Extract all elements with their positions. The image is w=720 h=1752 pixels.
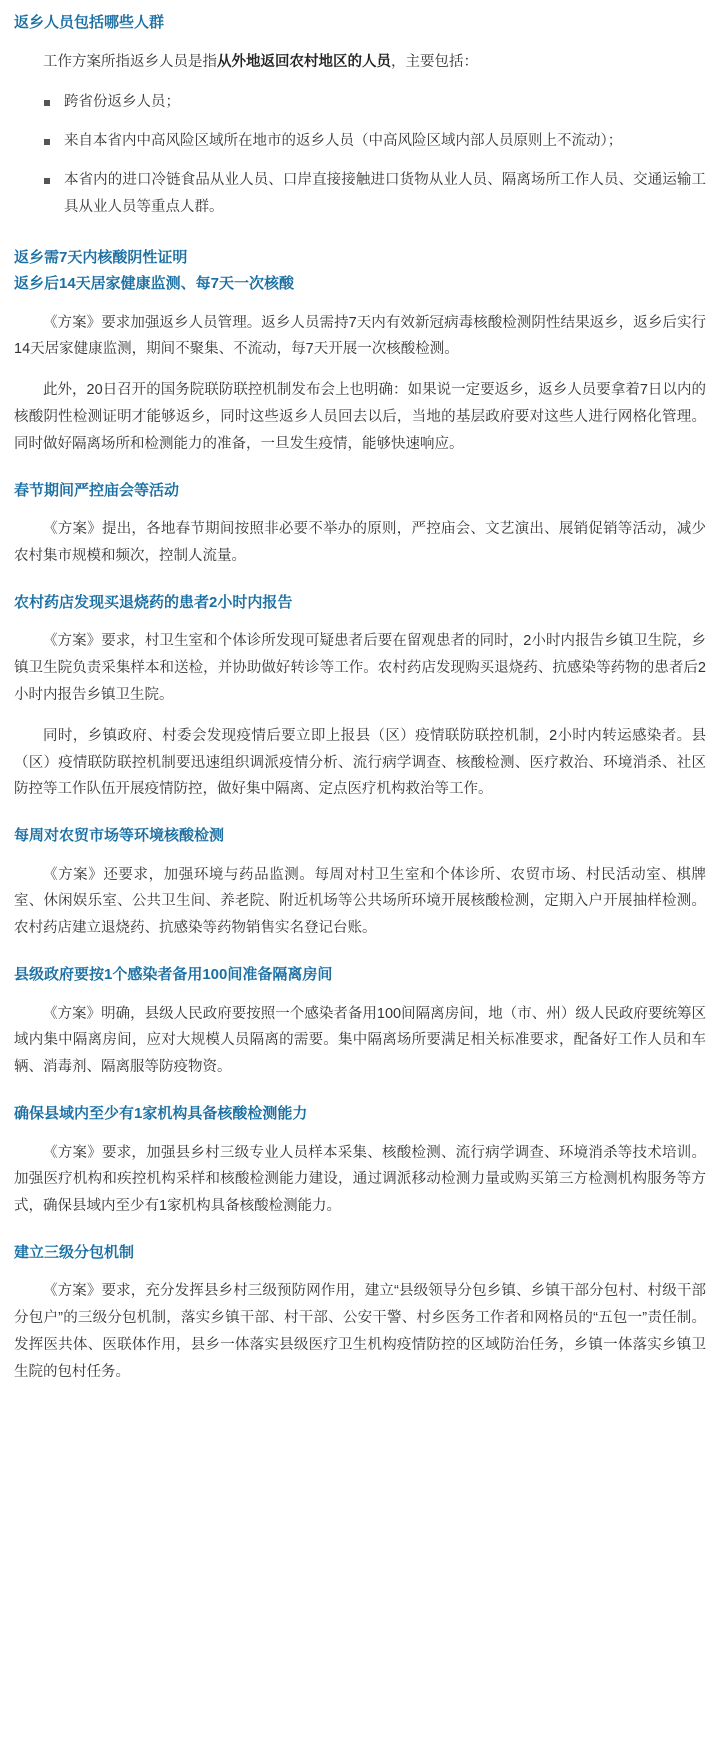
section-heading-8: 建立三级分包机制 xyxy=(14,1243,135,1261)
paragraph: 《方案》要求，村卫生室和个体诊所发现可疑患者后要在留观患者的同时，2小时内报告乡镇卫生院，乡镇卫生院负责采集样本和送检，并协助做好转诊等工作。农村药店发现购买退烧药、抗感染等药物的患者后2小时内报告乡镇卫生院。 xyxy=(14,633,706,703)
paragraph: 此外，20日召开的国务院联防联控机制发布会上也明确：如果说一定要返乡，返乡人员要拿着7日以内的核酸阴性检测证明才能够返乡，同时这些返乡人员回去以后，当地的基层政府要对这些人进行网格化管理。同时做好隔离场所和检测能力的准备，一旦发生疫情，能够快速响应。 xyxy=(14,382,706,452)
section-heading-2b: 返乡后14天居家健康监测、每7天一次核酸 xyxy=(14,275,295,293)
list-item: 来自本省内中高风险区域所在地市的返乡人员（中高风险区域内部人员原则上不流动）； xyxy=(44,128,706,155)
intro-paragraph xyxy=(14,49,706,76)
section-heading-1: 返乡人员包括哪些人群 xyxy=(14,14,165,31)
section-heading-7: 确保县域内至少有1家机构具备核酸检测能力 xyxy=(14,1105,308,1122)
paragraph: 《方案》提出，各地春节期间按照非必要不举办的原则，严控庙会、文艺演出、展销促销等活动，减少农村集市规模和频次，控制人流量。 xyxy=(14,521,706,564)
paragraph: 同时，乡镇政府、村委会发现疫情后要立即上报县（区）疫情联防联控机制，2小时内转运感染者。县（区）疫情联防联控机制要迅速组织调派疫情分析、流行病学调查、核酸检测、医疗救治、环境消杀、社区防控等工作队伍开展疫情防控，做好集中隔离、定点医疗机构救治等工作。 xyxy=(14,727,706,798)
section-heading-5: 每周对农贸市场等环境核酸检测 xyxy=(14,827,225,845)
section-heading-3: 春节期间严控庙会等活动 xyxy=(14,481,180,499)
section-heading-group-2 xyxy=(14,247,706,296)
paragraph: 《方案》要求，充分发挥县乡村三级预防网作用，建立“县级领导分包乡镇、乡镇干部分包村、村级干部分包户”的三级分包机制，落实乡镇干部、村干部、公安干警、村乡医务工作者和网格员的“五包一”责任制。发挥医共体、医联体作用，县乡一体落实县级医疗卫生机构疫情防控的区域防治任务，乡镇一体落实乡镇卫生院的包村任务。 xyxy=(14,1283,706,1380)
paragraph: 《方案》明确，县级人民政府要按照一个感染者备用100间隔离房间，地（市、州）级人民政府要统筹区域内集中隔离房间，应对大规模人员隔离的需要。集中隔离场所要满足相关标准要求，配备好工作人员和车辆、消毒剂、隔离服等防疫物资。 xyxy=(14,1005,706,1076)
list-item: 本省内的进口冷链食品从业人员、口岸直接接触进口货物从业人员、隔离场所工作人员、交通运输工具从业人员等重点人群。 xyxy=(44,167,706,221)
paragraph: 《方案》要求，加强县乡村三级专业人员样本采集、核酸检测、流行病学调查、环境消杀等技术培训。加强医疗机构和疾控机构采样和核酸检测能力建设，通过调派移动检测力量或购买第三方检测机构服务等方式，确保县域内至少有1家机构具备核酸检测能力。 xyxy=(14,1144,706,1215)
paragraph: 《方案》要求加强返乡人员管理。返乡人员需持7天内有效新冠病毒核酸检测阴性结果返乡，返乡后实行14天居家健康监测，期间不聚集、不流动，每7天开展一次核酸检测。 xyxy=(14,314,706,358)
intro-bold: 从外地返回农村地区的人员 xyxy=(217,53,391,70)
list-item: 跨省份返乡人员； xyxy=(44,89,706,116)
section-heading-2a: 返乡需7天内核酸阴性证明 xyxy=(14,248,188,266)
section-heading-4: 农村药店发现买退烧药的患者2小时内报告 xyxy=(14,593,293,611)
section-heading-6: 县级政府要按1个感染者备用100间准备隔离房间 xyxy=(14,966,333,984)
paragraph: 《方案》还要求，加强环境与药品监测。每周对村卫生室和个体诊所、农贸市场、村民活动室、棋牌室、休闲娱乐室、公共卫生间、养老院、附近机场等公共场所环境开展核酸检测，定期入户开展抽样检测。农村药店建立退烧药、抗感染等药物销售实名登记台账。 xyxy=(14,866,706,937)
intro-prefix: 工作方案所指返乡人员是指 xyxy=(43,53,217,70)
intro-suffix: ，主要包括： xyxy=(391,53,478,70)
bullet-list xyxy=(14,89,706,220)
